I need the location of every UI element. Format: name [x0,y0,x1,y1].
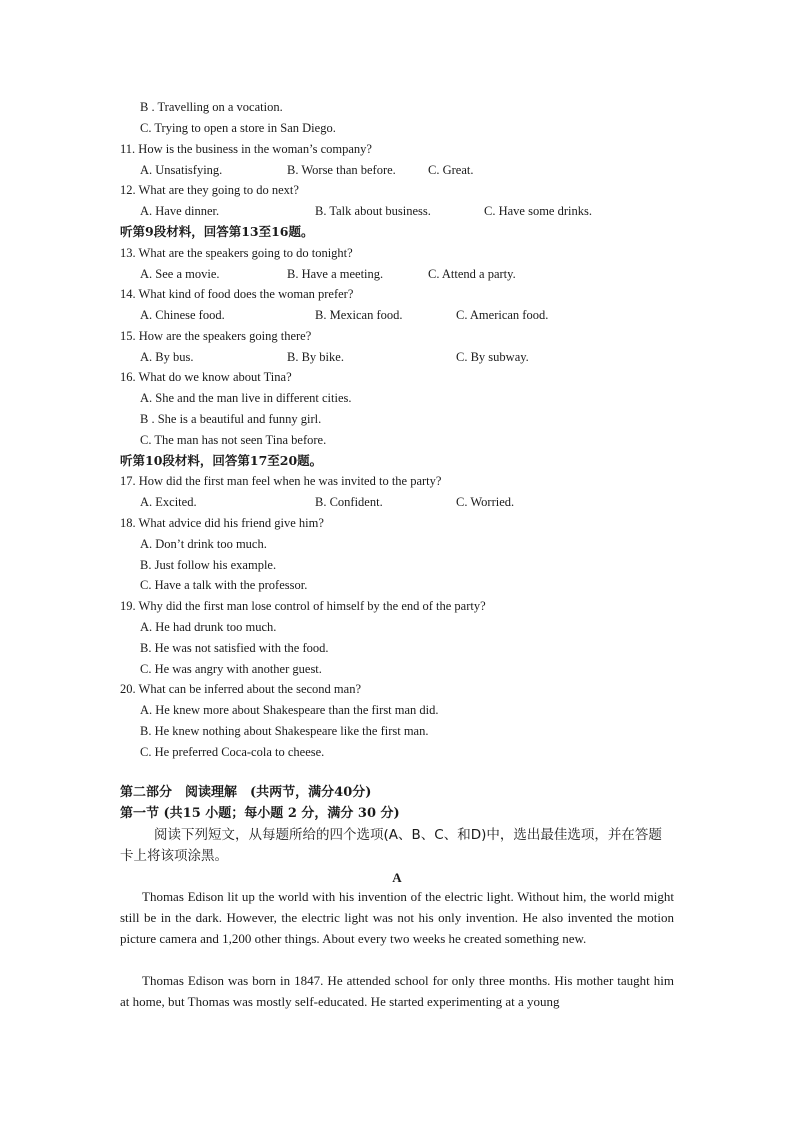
q15-stem: 15. How are the speakers going there? [120,329,312,343]
q16-option-c: C. The man has not seen Tina before. [140,433,327,447]
q19-option-c: C. He was angry with another guest. [140,662,322,676]
q16-option-b: B . She is a beautiful and funny girl. [140,412,322,426]
q10-option-b: B . Travelling on a vocation. [140,100,283,114]
q11-option-c: C. Great. [428,163,474,177]
q15-option-a: A. By bus. [140,350,194,364]
q12-option-a: A. Have dinner. [140,204,220,218]
passage-paragraph-2: Thomas Edison was born in 1847. He attended school for only three months. His mother taught him at home, but Thomas was mostly self-educated. He started experimenting at a young [120,973,674,1009]
q16-option-a: A. She and the man live in different cities. [140,391,352,405]
passage-label: A [392,870,402,885]
q16-stem: 16. What do we know about Tina? [120,370,292,384]
q14-option-b: B. Mexican food. [315,308,403,322]
q10-option-c: C. Trying to open a store in San Diego. [140,121,336,135]
q20-stem: 20. What can be inferred about the second man? [120,682,361,696]
q12-stem: 12. What are they going to do next? [120,183,299,197]
q12-option-c: C. Have some drinks. [484,204,592,218]
section-one-heading: 第一节 (共15 小题；每小题 2 分，满分 30 分) [120,806,400,821]
q17-stem: 17. How did the first man feel when he was invited to the party? [120,474,442,488]
passage-paragraph-1: Thomas Edison lit up the world with his invention of the electric light. Without him, the world might still be in the dark. However, the electric light was not his only invention. He also invented the motion picture camera and 1,200 other things. About every two weeks he created something new. [120,889,674,946]
q11-stem: 11. How is the business in the woman’s company? [120,142,372,156]
q15-option-c: C. By subway. [456,350,529,364]
q17-option-a: A. Excited. [140,495,197,509]
q20-option-c: C. He preferred Coca-cola to cheese. [140,745,325,759]
section-heading-9: 听第9段材料，回答第13至16题。 [120,224,314,239]
q15-option-b: B. By bike. [287,350,344,364]
q20-option-a: A. He knew more about Shakespeare than the first man did. [140,703,439,717]
q14-stem: 14. What kind of food does the woman prefer? [120,287,354,301]
q19-option-a: A. He had drunk too much. [140,620,277,634]
q12-option-b: B. Talk about business. [315,204,431,218]
q18-option-b: B. Just follow his example. [140,558,277,572]
q13-option-c: C. Attend a party. [428,267,516,281]
q19-stem: 19. Why did the first man lose control of himself by the end of the party? [120,599,486,613]
q17-option-c: C. Worried. [456,495,515,509]
section-heading-10: 听第10段材料，回答第17至20题。 [120,453,323,468]
q14-option-a: A. Chinese food. [140,308,225,322]
q18-stem: 18. What advice did his friend give him? [120,516,324,530]
q11-option-b: B. Worse than before. [287,163,396,177]
q13-stem: 13. What are the speakers going to do tonight? [120,246,353,260]
q18-option-a: A. Don’t drink too much. [140,537,267,551]
q13-option-b: B. Have a meeting. [287,267,384,281]
q18-option-c: C. Have a talk with the professor. [140,578,308,592]
q14-option-c: C. American food. [456,308,549,322]
q11-option-a: A. Unsatisfying. [140,163,223,177]
q13-option-a: A. See a movie. [140,267,220,281]
part-two-heading: 第二部分 阅读理解 (共两节，满分40分) [120,785,372,800]
q20-option-b: B. He knew nothing about Shakespeare like the first man. [140,724,429,738]
q19-option-b: B. He was not satisfied with the food. [140,641,329,655]
q17-option-b: B. Confident. [315,495,383,509]
reading-instruction: 阅读下列短文，从每题所给的四个选项(A、B、C、和D)中，选出最佳选项，并在答题卡上将该项涂黑。 [120,827,662,864]
